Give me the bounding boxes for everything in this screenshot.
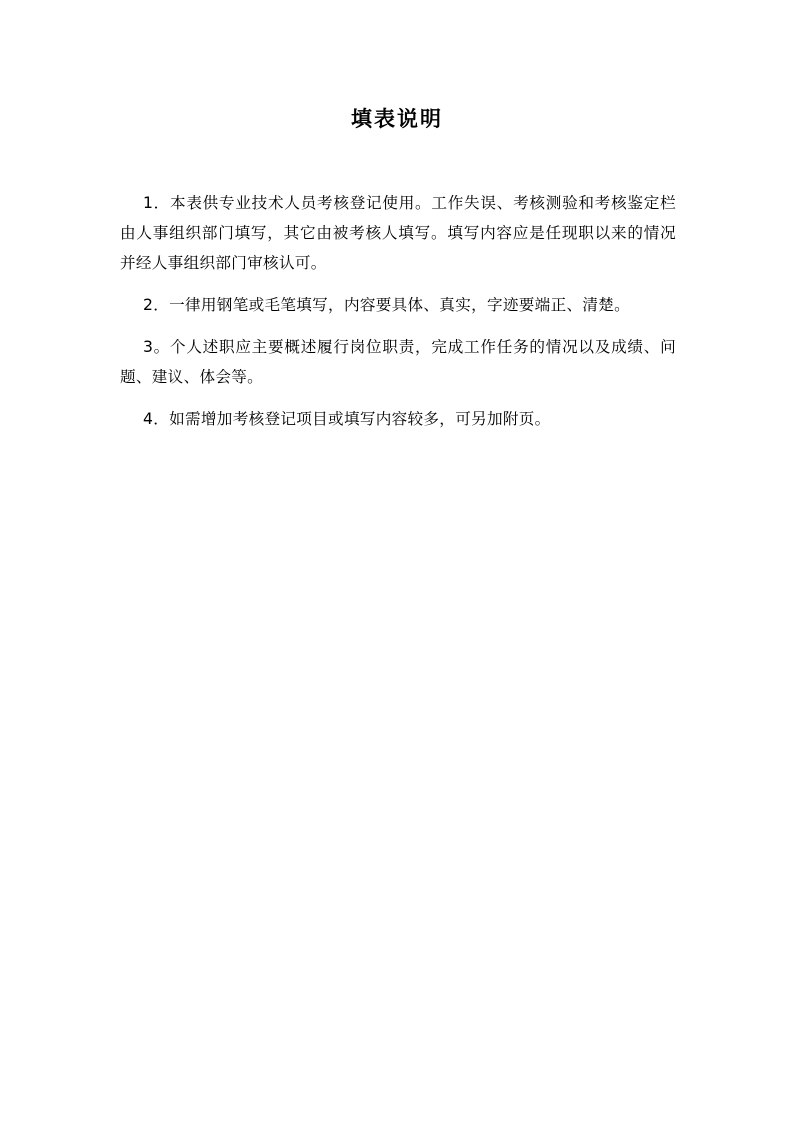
document-title: 填表说明	[351, 106, 443, 131]
instruction-paragraph-2: 2．一律用钢笔或毛笔填写，内容要具体、真实，字迹要端正、清楚。	[143, 296, 631, 314]
instruction-paragraph-3: 3。个人述职应主要概述履行岗位职责，完成工作任务的情况以及成绩、问题、建议、体会等。	[120, 338, 676, 386]
instruction-paragraph-1: 1．本表供专业技术人员考核登记使用。工作失误、考核测验和考核鉴定栏由人事组织部门填写，其它由被考核人填写。填写内容应是任现职以来的情况并经人事组织部门审核认可。	[120, 194, 676, 272]
instructions-body	[120, 188, 676, 446]
instruction-paragraph-4: 4．如需增加考核登记项目或填写内容较多，可另加附页。	[143, 410, 551, 428]
